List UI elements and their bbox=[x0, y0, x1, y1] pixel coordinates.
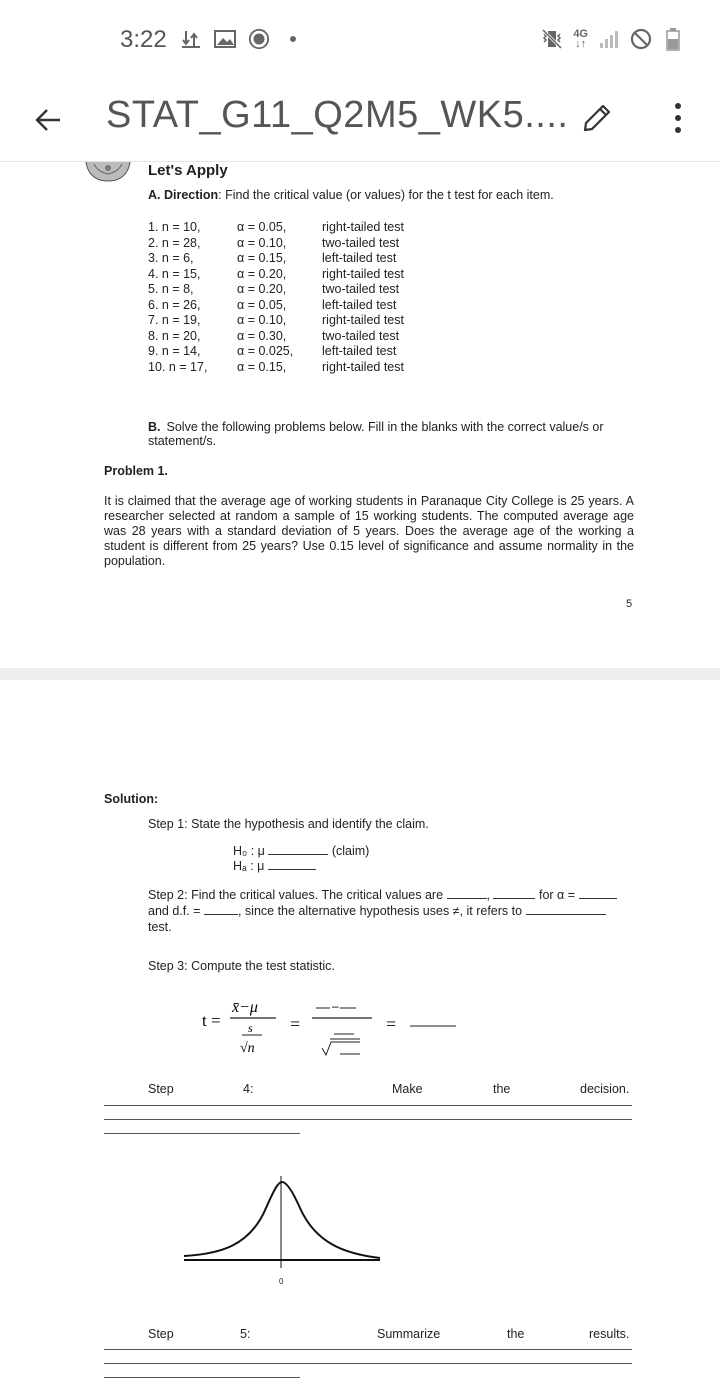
edit-button[interactable] bbox=[575, 98, 617, 140]
answer-line bbox=[104, 1120, 300, 1134]
item-alpha: α = 0.05, bbox=[237, 220, 287, 234]
page-number: 5 bbox=[626, 598, 633, 610]
list-item bbox=[148, 267, 448, 283]
direction-a bbox=[148, 188, 554, 202]
item-test: left-tailed test bbox=[322, 251, 397, 265]
step-5-word-5: results. bbox=[589, 1327, 630, 1341]
list-item bbox=[148, 313, 448, 329]
item-list bbox=[148, 220, 448, 375]
step-4-word-1: Step bbox=[148, 1082, 174, 1096]
more-options-button[interactable] bbox=[660, 94, 696, 142]
item-test: two-tailed test bbox=[322, 328, 400, 343]
item-num: 3. n = 6, bbox=[148, 251, 194, 265]
network-arrows-icon: ↓↑ bbox=[575, 38, 587, 50]
hypotheses bbox=[233, 844, 369, 874]
step-5-answer-lines bbox=[104, 1336, 632, 1378]
item-num: 4. n = 15, bbox=[148, 266, 201, 281]
item-test: two-tailed test bbox=[322, 235, 400, 250]
item-num: 2. n = 28, bbox=[148, 235, 201, 250]
critical-value-blank-2 bbox=[493, 888, 535, 899]
item-num: 8. n = 20, bbox=[148, 328, 201, 343]
test-type-blank bbox=[526, 904, 606, 915]
formula-minus: – bbox=[332, 999, 339, 1013]
list-item bbox=[148, 220, 448, 236]
item-test: right-tailed test bbox=[322, 220, 404, 234]
answer-line bbox=[104, 1092, 632, 1106]
do-not-disturb-icon bbox=[630, 28, 652, 50]
formula-den-s: s bbox=[248, 1021, 253, 1035]
battery-icon bbox=[662, 28, 684, 50]
more-vert-icon-dot bbox=[675, 103, 681, 109]
step-4-word-5: decision. bbox=[580, 1082, 630, 1096]
item-alpha: α = 0.20, bbox=[237, 266, 287, 281]
step-5-word-1: Step bbox=[148, 1327, 174, 1341]
arrow-back-icon bbox=[33, 105, 63, 135]
critical-value-blank-1 bbox=[447, 888, 487, 899]
dot-icon bbox=[282, 28, 304, 50]
image-icon bbox=[214, 28, 236, 50]
step-5-word-3: Summarize bbox=[377, 1327, 441, 1341]
school-logo-icon bbox=[84, 162, 132, 182]
item-num: 1. n = 10, bbox=[148, 220, 201, 234]
formula-equals-1: = bbox=[290, 1014, 301, 1034]
formula-sqrt-sign bbox=[322, 1042, 360, 1055]
h0-blank bbox=[268, 844, 328, 855]
item-alpha: α = 0.15, bbox=[237, 251, 287, 265]
list-item bbox=[148, 360, 448, 376]
curve-zero-label: 0 bbox=[279, 1277, 284, 1286]
more-vert-icon-dot bbox=[675, 127, 681, 133]
item-alpha: α = 0.025, bbox=[237, 344, 294, 358]
formula-equals-2: = bbox=[386, 1014, 397, 1034]
item-test: left-tailed test bbox=[322, 344, 397, 358]
list-item bbox=[148, 298, 448, 314]
problem-title: Problem 1. bbox=[104, 464, 168, 478]
item-num: 10. n = 17, bbox=[148, 359, 208, 374]
pencil-icon bbox=[578, 101, 614, 137]
more-vert-icon-dot bbox=[675, 115, 681, 121]
answer-line bbox=[104, 1106, 632, 1120]
page-separator bbox=[0, 668, 720, 680]
formula-den-n: √n bbox=[240, 1041, 255, 1056]
item-num: 9. n = 14, bbox=[148, 344, 201, 358]
back-button[interactable] bbox=[28, 100, 68, 140]
step-2-text-b: for α = bbox=[538, 888, 576, 902]
step-4-answer-lines bbox=[104, 1092, 632, 1134]
status-bar bbox=[0, 0, 720, 80]
step-2-text-d: , since the alternative hypothesis uses ≠, it refers to bbox=[237, 904, 523, 918]
formula-numerator: x̄−μ bbox=[232, 999, 258, 1016]
document-title: STAT_G11_Q2M5_WK5.... bbox=[106, 94, 569, 136]
list-item bbox=[148, 344, 448, 360]
list-item bbox=[148, 282, 448, 298]
direction-text: : Find the critical value (or values) for the t test for each item. bbox=[218, 188, 554, 202]
document-page-2 bbox=[0, 680, 720, 1396]
answer-line bbox=[104, 1336, 632, 1350]
problem-text: It is claimed that the average age of working students in Paranaque City College is 25 years. A researcher selected at random a sample of 15 working students. The computed average age was 28 years with a standard deviation of 5 years. Does the average age of the working a student is different from 25 years? Use 0.15 level of significance and assume normality in the population. bbox=[104, 494, 634, 568]
item-alpha: α = 0.05, bbox=[237, 297, 287, 312]
item-alpha: α = 0.30, bbox=[237, 328, 287, 343]
ha-label: Hₐ : μ bbox=[233, 859, 265, 873]
list-item bbox=[148, 236, 448, 252]
curve-line bbox=[184, 1182, 380, 1258]
item-test: right-tailed test bbox=[322, 266, 404, 281]
record-icon bbox=[248, 28, 270, 50]
usb-transfer-icon bbox=[180, 28, 202, 50]
step-2: Step 2: Find the critical values. The critical values are , for α = and d.f. = , since the alternative hypothesis uses ≠, it refers to test. bbox=[148, 887, 634, 935]
step-4-word-2: 4: bbox=[243, 1082, 254, 1096]
document-page-1 bbox=[0, 162, 720, 668]
app-bar bbox=[0, 80, 720, 162]
section-title: Let's Apply bbox=[148, 162, 228, 179]
df-blank bbox=[204, 904, 238, 915]
answer-line bbox=[104, 1350, 632, 1364]
step-2-text-e: test. bbox=[148, 920, 172, 934]
item-alpha: α = 0.10, bbox=[237, 235, 287, 250]
h0-claim: (claim) bbox=[331, 844, 370, 858]
step-4-word-3: Make bbox=[392, 1082, 423, 1096]
item-test: left-tailed test bbox=[322, 297, 397, 312]
item-test: two-tailed test bbox=[322, 282, 400, 296]
step-4-word-4: the bbox=[493, 1082, 511, 1096]
answer-line bbox=[104, 1364, 300, 1378]
part-b-instructions bbox=[148, 420, 638, 448]
step-1: Step 1: State the hypothesis and identify the claim. bbox=[148, 817, 429, 831]
solution-title: Solution: bbox=[104, 792, 159, 806]
t-distribution-curve bbox=[180, 1168, 384, 1286]
item-test: right-tailed test bbox=[322, 313, 404, 327]
status-time: 3:22 bbox=[120, 26, 167, 53]
formula-t-label: t = bbox=[202, 1011, 221, 1030]
network-4g-icon: 4G ↓↑ bbox=[573, 28, 588, 50]
list-item bbox=[148, 329, 448, 345]
step-2-text-c: and d.f. = bbox=[148, 904, 201, 918]
direction-label: A. Direction bbox=[148, 188, 219, 202]
item-test: right-tailed test bbox=[322, 359, 404, 374]
signal-icon bbox=[598, 28, 620, 50]
step-5-word-2: 5: bbox=[240, 1327, 251, 1341]
step-2-text-a: Step 2: Find the critical values. The critical values are bbox=[148, 888, 444, 902]
step-5-word-4: the bbox=[507, 1327, 525, 1341]
part-b-label: B. bbox=[148, 420, 161, 434]
item-alpha: α = 0.15, bbox=[237, 359, 287, 374]
item-num: 7. n = 19, bbox=[148, 313, 201, 327]
item-alpha: α = 0.20, bbox=[237, 282, 287, 296]
item-num: 6. n = 26, bbox=[148, 297, 201, 312]
part-b-text: Solve the following problems below. Fill in the blanks with the correct value/s or statement/s. bbox=[148, 420, 604, 448]
item-num: 5. n = 8, bbox=[148, 282, 194, 296]
item-alpha: α = 0.10, bbox=[237, 313, 287, 327]
status-left-icons bbox=[180, 28, 304, 50]
ha-blank bbox=[268, 859, 316, 870]
h0-label: H₀ : μ bbox=[233, 844, 265, 858]
t-statistic-formula bbox=[200, 990, 480, 1060]
step-3: Step 3: Compute the test statistic. bbox=[148, 959, 335, 973]
alpha-blank bbox=[579, 888, 617, 899]
status-right-icons bbox=[541, 28, 684, 50]
vibrate-mute-icon bbox=[541, 28, 563, 50]
list-item bbox=[148, 251, 448, 267]
